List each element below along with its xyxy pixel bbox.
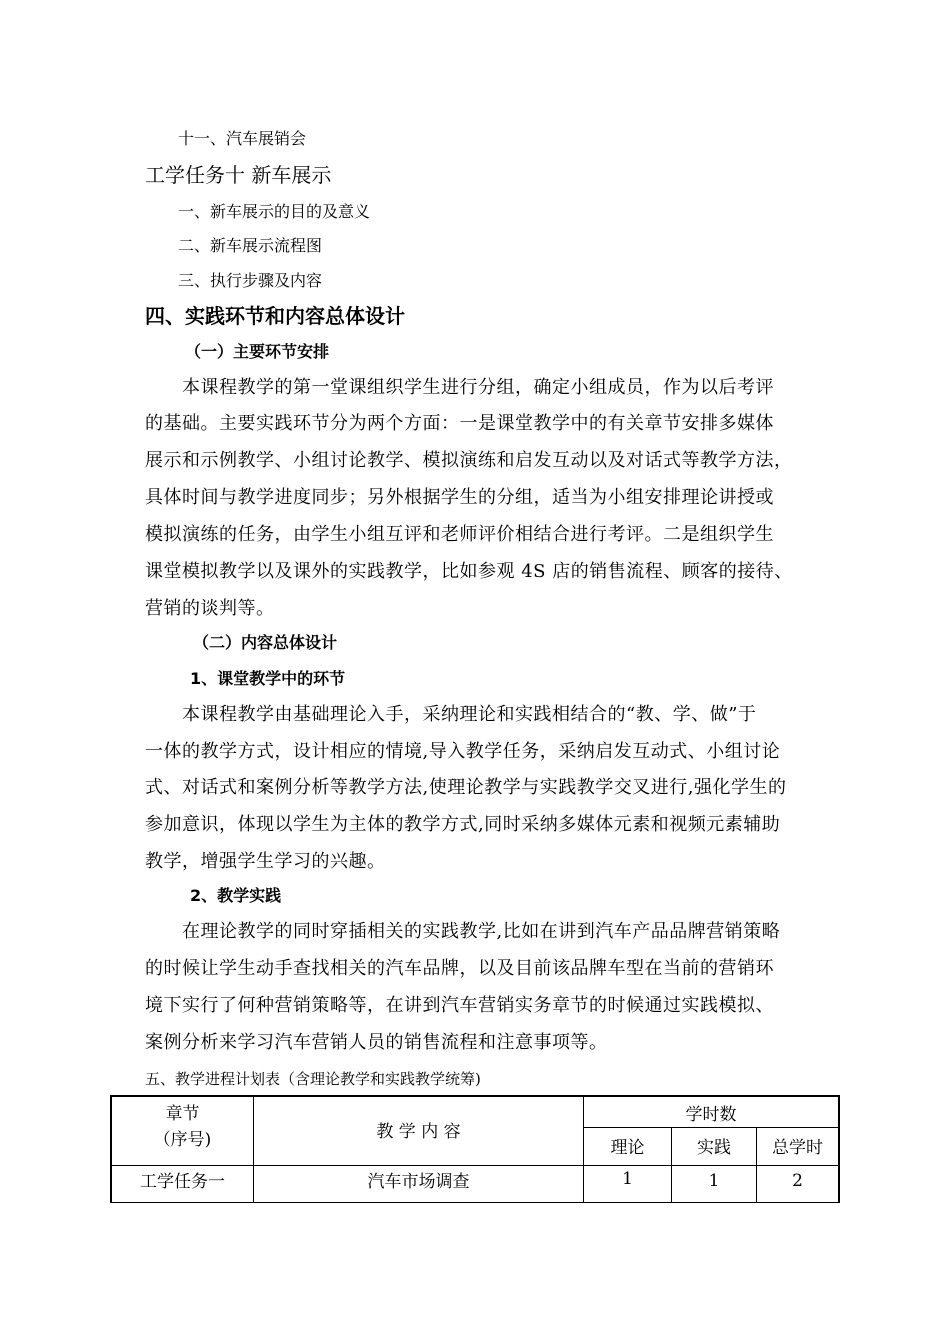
header-hours: 学时数	[685, 1105, 737, 1125]
schedule-table	[110, 1095, 839, 1203]
table-cell-practice: 1	[708, 1171, 720, 1191]
paragraph-line: 的时候让学生动手查找相关的汽车品牌，以及目前该品牌车型在当前的营销环	[145, 958, 774, 979]
header-chapter: 章节	[165, 1104, 200, 1124]
sub-heading: （二）内容总体设计	[193, 633, 338, 652]
table-cell-content: 汽车市场调查	[367, 1172, 470, 1192]
paragraph-line: 展示和示例教学、小组讨论教学、模拟演练和启发互动以及对话式等教学方法，	[145, 450, 793, 471]
section-item: 一、新车展示的目的及意义	[178, 202, 371, 221]
paragraph-line: 课堂模拟教学以及课外的实践教学，比如参观 4S 店的销售流程、顾客的接待、	[145, 561, 793, 582]
paragraph-line: 的基础。主要实践环节分为两个方面：一是课堂教学中的有关章节安排多媒体	[145, 413, 774, 434]
paragraph-line: 在理论教学的同时穿插相关的实践教学,比如在讲到汽车产品品牌营销策略	[182, 921, 781, 942]
paragraph-line: 境下实行了何种营销策略等，在讲到汽车营销实务章节的时候通过实践模拟、	[145, 995, 774, 1016]
paragraph-line: 案例分析来学习汽车营销人员的销售流程和注意事项等。	[145, 1032, 608, 1053]
sub-heading: （一）主要环节安排	[185, 342, 330, 361]
paragraph-line: 营销的谈判等。	[145, 598, 275, 619]
sub-heading: 1、课堂教学中的环节	[190, 669, 346, 688]
chapter-heading: 四、实践环节和内容总体设计	[145, 304, 405, 328]
task-heading: 工学任务十 新车展示	[145, 163, 332, 187]
header-content: 教 学 内 容	[376, 1122, 461, 1142]
header-chapter-number: （序号)	[153, 1130, 212, 1150]
header-practice: 实践	[697, 1138, 731, 1158]
table-caption: 五、教学进程计划表（含理论教学和实践教学统筹)	[145, 1070, 481, 1088]
paragraph-line: 本课程教学的第一堂课组织学生进行分组，确定小组成员，作为以后考评	[182, 377, 774, 398]
paragraph-line: 教学，增强学生学习的兴趣。	[145, 851, 386, 872]
header-theory: 理论	[610, 1138, 645, 1158]
paragraph-line: 参加意识，体现以学生为主体的教学方式,同时采纳多媒体元素和视频元素辅助	[145, 814, 781, 835]
paragraph-line: 具体时间与教学进度同步；另外根据学生的分组，适当为小组安排理论讲授或	[145, 487, 774, 508]
section-item: 二、新车展示流程图	[178, 236, 323, 255]
table-cell-total: 2	[792, 1171, 803, 1191]
section-item: 三、执行步骤及内容	[178, 271, 323, 290]
paragraph-line: 一体的教学方式，设计相应的情境,导入教学任务，采纳启发互动式、小组讨论	[145, 741, 781, 762]
table-cell-theory: 1	[622, 1169, 633, 1189]
header-total: 总学时	[772, 1138, 823, 1158]
paragraph-line: 式、对话式和案例分析等教学方法,使理论教学与实践教学交叉进行,强化学生的	[145, 777, 787, 798]
paragraph-line: 本课程教学由基础理论入手，采纳理论和实践相结合的“教、学、做”于	[182, 704, 757, 725]
sub-heading: 2、教学实践	[190, 886, 282, 905]
table-cell-chapter: 工学任务一	[140, 1172, 225, 1192]
section-item: 十一、汽车展销会	[178, 129, 307, 148]
paragraph-line: 模拟演练的任务，由学生小组互评和老师评价相结合进行考评。二是组织学生	[145, 524, 774, 545]
